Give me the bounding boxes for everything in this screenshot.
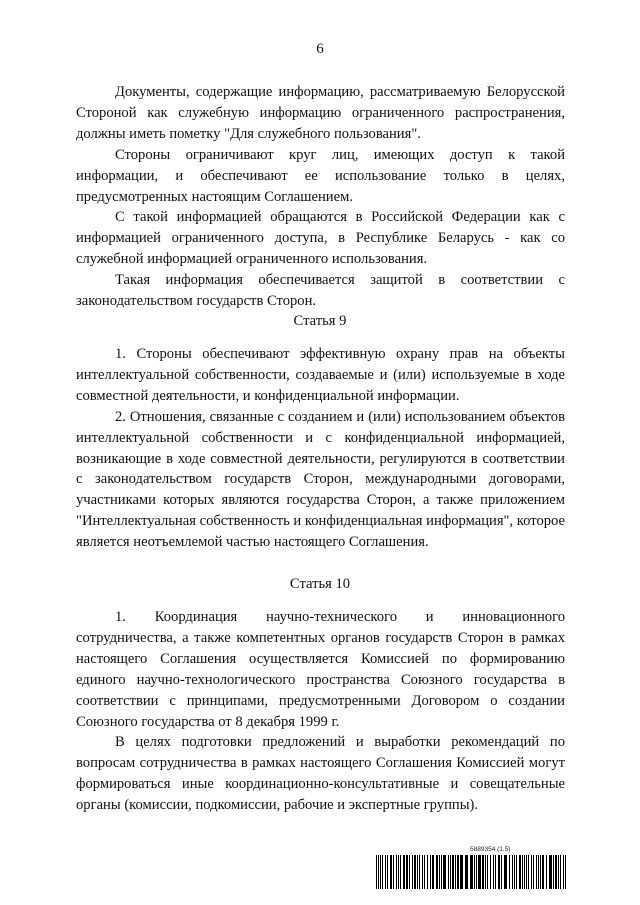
page-number: 6 xyxy=(316,41,324,57)
barcode-icon xyxy=(376,855,568,889)
paragraph: В целях подготовки предложений и выработки рекомендаций по вопросам сотрудничества в рамках настоящего Соглашения Комиссией могут формироваться иные координационно-консультативные и совещательные органы (комиссии, подкомиссии, рабочие и экспертные группы). xyxy=(76,734,565,814)
paragraph: Документы, содержащие информацию, рассматриваемую Белорусской Стороной как служебную информацию ограниченного распространения, должны иметь пометку "Для служебного пользования". xyxy=(76,84,565,142)
paragraph: С такой информацией обращаются в Российской Федерации как с информацией ограниченного доступа, в Республике Беларусь - как со служебной информацией ограниченного использования. xyxy=(76,209,565,268)
section-intro xyxy=(76,82,565,312)
article-10-heading: Статья 10 xyxy=(289,576,351,592)
barcode-label: 5889354 (1.5) xyxy=(470,846,511,853)
paragraph: 1. Координация научно-технического и инновационного сотрудничества, а также компетентных органов государств Сторон в рамках настоящего Соглашения осуществляется Комиссией по формированию единого научно-технологического пространства Союзного государства в соответствии с принципами, предусмотренными Договором о создании Союзного государства от 8 декабря 1999 г. xyxy=(76,609,565,730)
document-barcode xyxy=(376,846,568,890)
paragraph: Стороны ограничивают круг лиц, имеющих доступ к такой информации, и обеспечивают ее использование только в целях, предусмотренных настоящим Соглашением. xyxy=(76,146,565,205)
article-9-heading: Статья 9 xyxy=(293,313,347,329)
article-9-body xyxy=(76,344,565,553)
article-10-body xyxy=(76,607,565,816)
paragraph: Такая информация обеспечивается защитой в соответствии с законодательством государств Сторон. xyxy=(76,272,565,310)
paragraph: 2. Отношения, связанные с созданием и (или) использованием объектов интеллектуальной собственности и с конфиденциальной информацией, возникающие в ходе совместной деятельности, регулируются в соответствии с законодательством государств Сторон, международными договорами, участниками которых являются государства Сторон, а также приложением "Интеллектуальная собственность и конфиденциальная информация", которое является неотъемлемой частью настоящего Соглашения. xyxy=(76,408,565,551)
paragraph: 1. Стороны обеспечивают эффективную охрану прав на объекты интеллектуальной собственности, создаваемые и (или) используемые в ходе совместной деятельности, и конфиденциальной информации. xyxy=(76,346,565,404)
